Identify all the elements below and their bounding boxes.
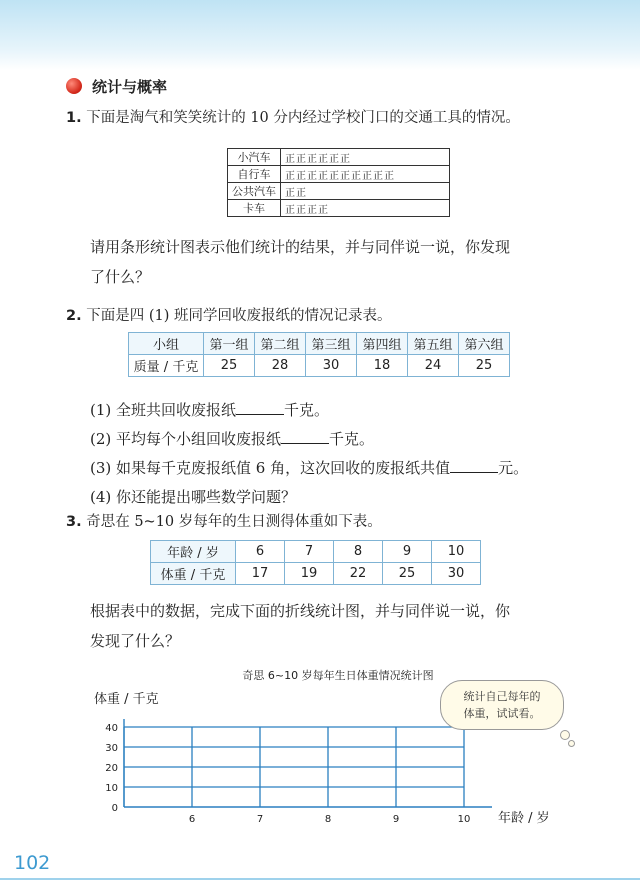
- question-1-text: 下面是淘气和笑笑统计的 10 分内经过学校门口的交通工具的情况。: [86, 110, 520, 126]
- question-2-subquestions: [90, 396, 528, 512]
- chart-title: 奇思 6~10 岁每年生日体重情况统计图: [242, 669, 434, 682]
- question-3-prompt: 根据表中的数据，完成下面的折线统计图，并与同伴说一说，你 发现了什么？: [90, 602, 511, 650]
- tally-label: 自行车: [228, 166, 281, 183]
- subquestion-3: (3) 如果每千克废报纸值 6 角，这次回收的废报纸共值 元。: [90, 459, 529, 477]
- tally-marks: 正正正正正正正正正正: [281, 166, 450, 183]
- y-tick-label: 30: [105, 743, 118, 754]
- tally-table: [227, 148, 450, 217]
- y-axis-label: 体重 / 千克: [94, 692, 159, 707]
- answer-blank[interactable]: [281, 429, 329, 444]
- question-2: 2. 下面是四 (1) 班同学回收废报纸的情况记录表。: [66, 308, 392, 324]
- weight-table: [150, 540, 481, 585]
- y-tick-label: 40: [105, 723, 118, 734]
- table-row: [228, 149, 450, 166]
- question-1: 1. 下面是淘气和笑笑统计的 10 分内经过学校门口的交通工具的情况。: [66, 110, 520, 126]
- question-2-text: 下面是四 (1) 班同学回收废报纸的情况记录表。: [86, 308, 392, 324]
- speech-bubble: 统计自己每年的 体重，试试看。: [440, 680, 564, 730]
- section-title: 统计与概率: [92, 77, 168, 96]
- question-1-prompt: 请用条形统计图表示他们统计的结果，并与同伴说一说，你发现 了什么？: [90, 238, 511, 286]
- y-tick-label: 0: [111, 803, 118, 814]
- x-axis-label: 年龄 / 岁: [498, 811, 550, 826]
- table-row: 小组 第一组 第二组 第三组 第四组 第五组 第六组: [129, 333, 510, 355]
- bubble-tail: [568, 740, 575, 747]
- y-tick-label: 20: [105, 763, 118, 774]
- table-row: [228, 200, 450, 217]
- question-3-text: 奇思在 5~10 岁每年的生日测得体重如下表。: [86, 514, 382, 530]
- subquestion-2: (2) 平均每个小组回收废报纸 千克。: [90, 430, 375, 448]
- answer-blank[interactable]: [450, 458, 498, 473]
- subquestion-4: (4) 你还能提出哪些数学问题？: [90, 488, 297, 506]
- tally-label: 卡车: [228, 200, 281, 217]
- header-band: [0, 0, 640, 70]
- tally-label: 小汽车: [228, 149, 281, 166]
- tally-marks: 正正: [281, 183, 450, 200]
- answer-blank[interactable]: [236, 400, 284, 415]
- x-tick-label: 10: [457, 814, 471, 825]
- tally-label: 公共汽车: [228, 183, 281, 200]
- x-tick-label: 6: [188, 814, 196, 825]
- section-heading: [66, 75, 167, 97]
- question-3: 3. 奇思在 5~10 岁每年的生日测得体重如下表。: [66, 514, 382, 530]
- x-tick-label: 9: [392, 814, 400, 825]
- tally-marks: 正正正正正正: [281, 149, 450, 166]
- table-row: [228, 166, 450, 183]
- tally-marks: 正正正正: [281, 200, 450, 217]
- paper-table: [128, 332, 510, 377]
- subquestion-1: (1) 全班共回收废报纸 千克。: [90, 401, 330, 419]
- table-row: 年龄 / 岁 6 7 8 9 10: [151, 541, 481, 563]
- x-tick-label: 8: [324, 814, 332, 825]
- y-tick-label: 10: [105, 783, 118, 794]
- bubble-tail: [560, 730, 570, 740]
- table-row: [228, 183, 450, 200]
- table-row: 体重 / 千克 17 19 22 25 30: [151, 563, 481, 585]
- table-row: 质量 / 千克 25 28 30 18 24 25: [129, 355, 510, 377]
- section-bullet-icon: [66, 78, 82, 94]
- page-number: 102: [14, 852, 51, 874]
- x-tick-label: 7: [256, 814, 264, 825]
